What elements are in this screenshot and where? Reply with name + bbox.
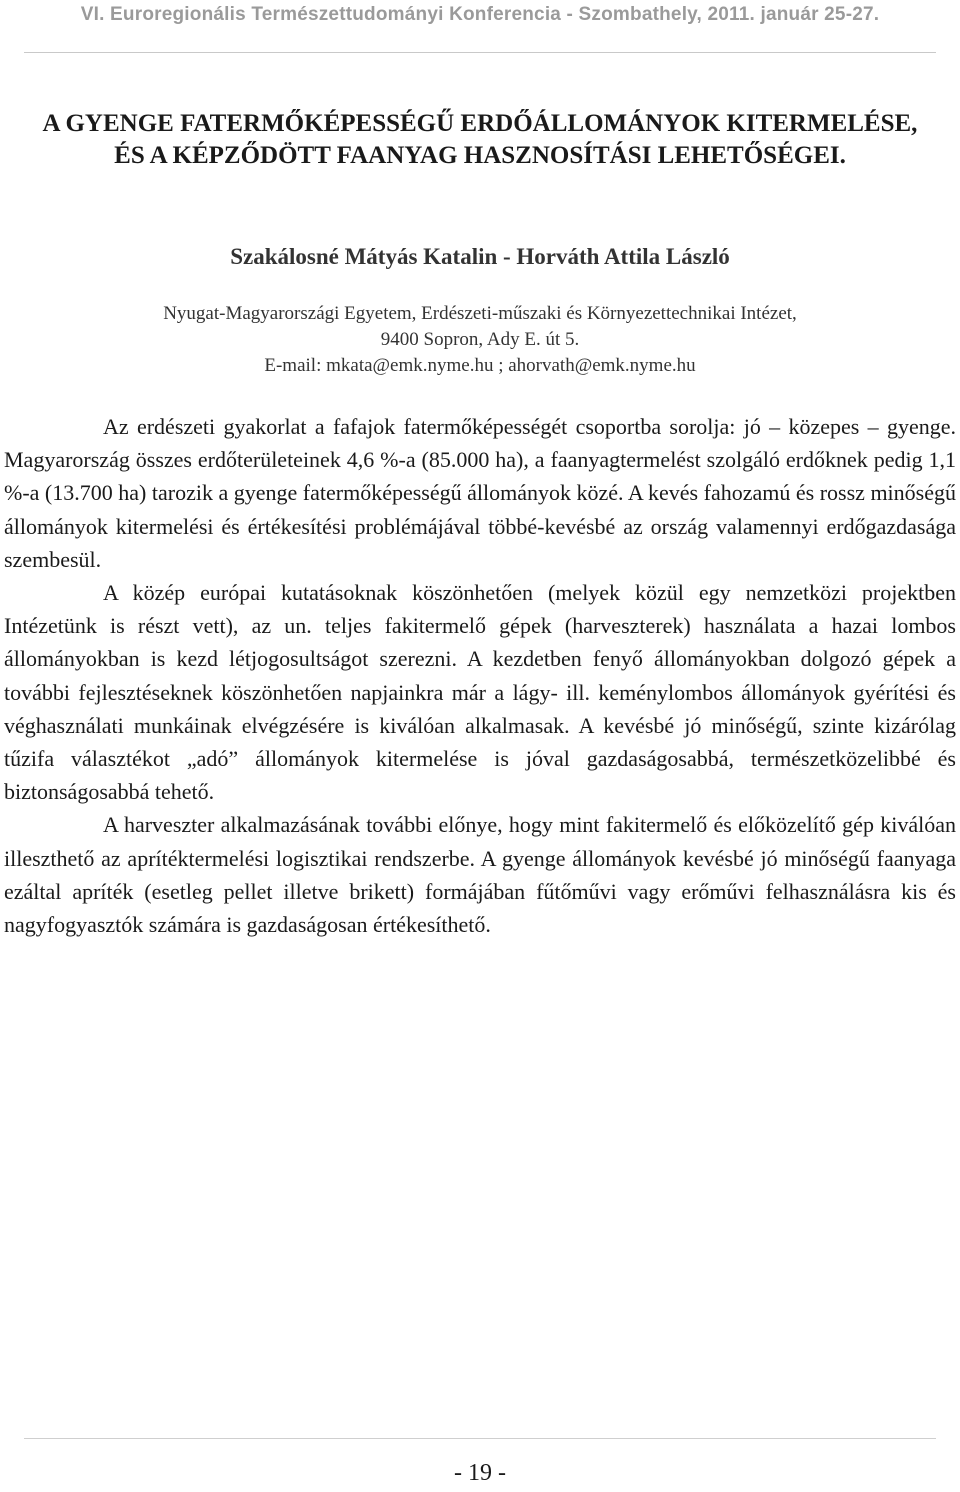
page-number: - 19 - — [454, 1460, 506, 1486]
body-paragraph-2: A közép európai kutatásoknak köszönhetően (melyek közül egy nemzetközi projektben Intézetünk is részt vett), az un. teljes fakitermelő gépek (harveszterek) használata a hazai lombos állományokban is kezd létjogosultságot szerezni. A kezdetben fenyő állományokban dolgozó gépek a további fejlesztéseknek köszönhetően napjainkra már a lágy- ill. keménylombos állományok gyérítési és véghasználati munkáinak elvégzésére is kiválóan alkalmasak. A kevésbé jó minőségű, szinte kizárólag tűzifa választékot „adó” állományok kitermelése is jóval gazdaságosabbá, természetközelibbé és biztonságosabbá tehető. — [4, 580, 956, 805]
body-paragraph-1: Az erdészeti gyakorlat a fafajok fatermőképességét csoportba sorolja: jó – közepes – gyenge. Magyarország összes erdőterületeinek 4,6 %-a (85.000 ha), a faanyagtermelést szolgáló erdőknek pedig 1,1 %-a (13.700 ha) tarozik a gyenge fatermőképességű állományok közé. A kevés fahozamú és rossz minőségű állományok kitermelési és értékesítési problémájával többé-kevésbé az ország valamennyi erdőgazdasága szembesül. — [4, 414, 956, 572]
article-title: A GYENGE FATERMŐKÉPESSÉGŰ ERDŐÁLLOMÁNYOK KITERMELÉSE, ÉS A KÉPZŐDÖTT FAANYAG HASZNOSÍTÁSI LEHETŐSÉGEI. — [42, 110, 918, 169]
footer-divider — [24, 1438, 936, 1439]
header-divider — [24, 52, 936, 53]
running-header — [0, 4, 960, 26]
affiliation-institute: Nyugat-Magyarországi Egyetem, Erdészeti-műszaki és Környezettechnikai Intézet, — [163, 303, 797, 324]
article-body — [4, 410, 956, 941]
article-authors: Szakálosné Mátyás Katalin - Horváth Attila László — [230, 244, 730, 269]
affiliation-address: 9400 Sopron, Ady E. út 5. — [380, 329, 580, 350]
affiliation-email: E-mail: mkata@emk.nyme.hu ; ahorvath@emk.nyme.hu — [264, 355, 696, 376]
body-paragraph-3: A harveszter alkalmazásának további előnye, hogy mint fakitermelő és előközelítő gép kiválóan illeszthető az aprítéktermelési logisztikai rendszerbe. A gyenge állományok kevésbé jó minőségű faanyaga ezáltal apríték (esetleg pellet illetve brikett) formájában fűtőművi vagy erőművi felhasználásra kis és nagyfogyasztók számára is gazdaságosan értékesíthető. — [4, 812, 956, 938]
running-header-title: VI. Euroregionális Természettudományi Konferencia - Szombathely, 2011. január 25-27. — [80, 4, 880, 25]
